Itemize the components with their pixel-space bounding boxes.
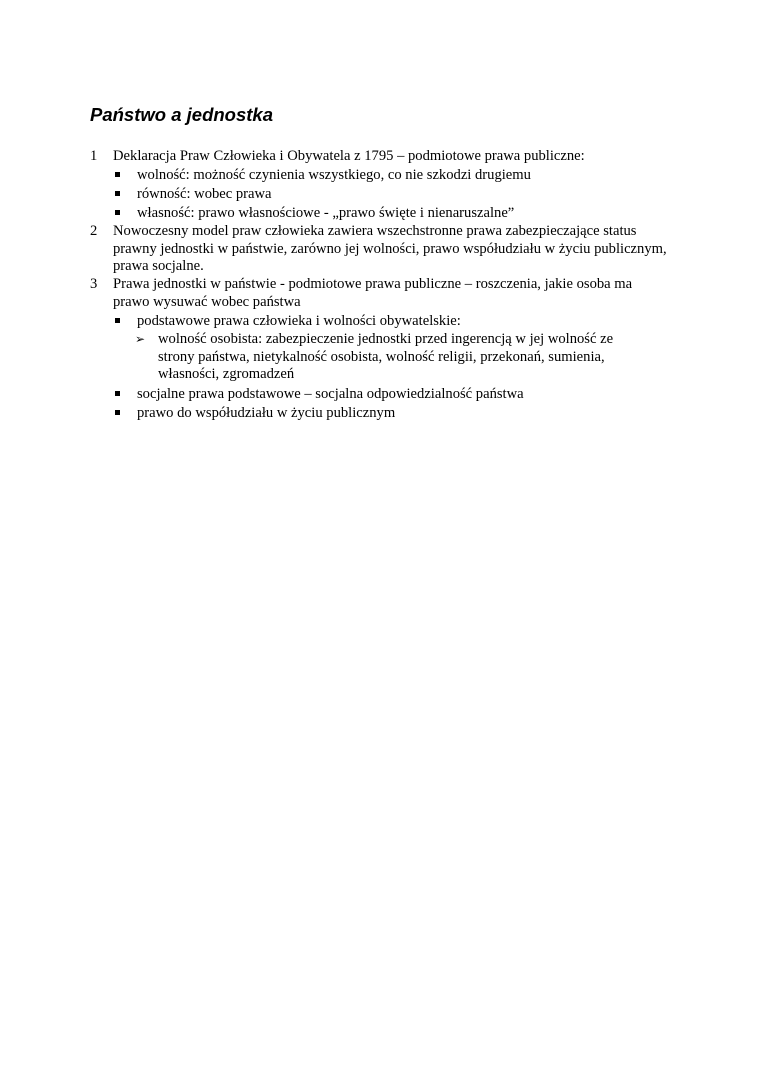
- bullet-text: równość: wobec prawa: [137, 186, 272, 202]
- document-title: Państwo a jednostka: [90, 104, 273, 125]
- subbullet-text: wolność osobista: zabezpieczenie jednostki przed ingerencją w jej wolność ze strony państwa, nietykalność osobista, wolność religii, przekonań, sumienia, własności, zgromadzeń: [158, 331, 614, 383]
- bullet-text: własność: prawo własnościowe - „prawo święte i nienaruszalne”: [137, 205, 515, 221]
- arrow-bullet-icon: ➢: [135, 332, 146, 346]
- square-bullet-icon: [115, 210, 120, 215]
- bullet-text: wolność: możność czynienia wszystkiego, co nie szkodzi drugiemu: [137, 167, 531, 183]
- bullet-text: prawo do współudziału w życiu publicznym: [137, 405, 396, 421]
- list-number: 2: [90, 223, 98, 239]
- bullet-text: podstawowe prawa człowieka i wolności obywatelskie:: [137, 313, 461, 329]
- square-bullet-icon: [115, 191, 120, 196]
- square-bullet-icon: [115, 172, 120, 177]
- list-item-text: Deklaracja Praw Człowieka i Obywatela z 1795 – podmiotowe prawa publiczne:: [113, 148, 585, 164]
- list-item-text: Prawa jednostki w państwie - podmiotowe prawa publiczne – roszczenia, jakie osoba ma prawo wysuwać wobec państwa: [113, 276, 633, 310]
- list-number: 1: [90, 148, 98, 164]
- square-bullet-icon: [115, 410, 120, 415]
- list-item-text: Nowoczesny model praw człowieka zawiera wszechstronne prawa zabezpieczające status prawny jednostki w państwie, zarówno jej wolności, prawo współudziału w życiu publicznym, prawa socjalne.: [113, 223, 667, 275]
- list-number: 3: [90, 276, 98, 292]
- square-bullet-icon: [115, 318, 120, 323]
- square-bullet-icon: [115, 391, 120, 396]
- bullet-text: socjalne prawa podstawowe – socjalna odpowiedzialność państwa: [137, 386, 524, 402]
